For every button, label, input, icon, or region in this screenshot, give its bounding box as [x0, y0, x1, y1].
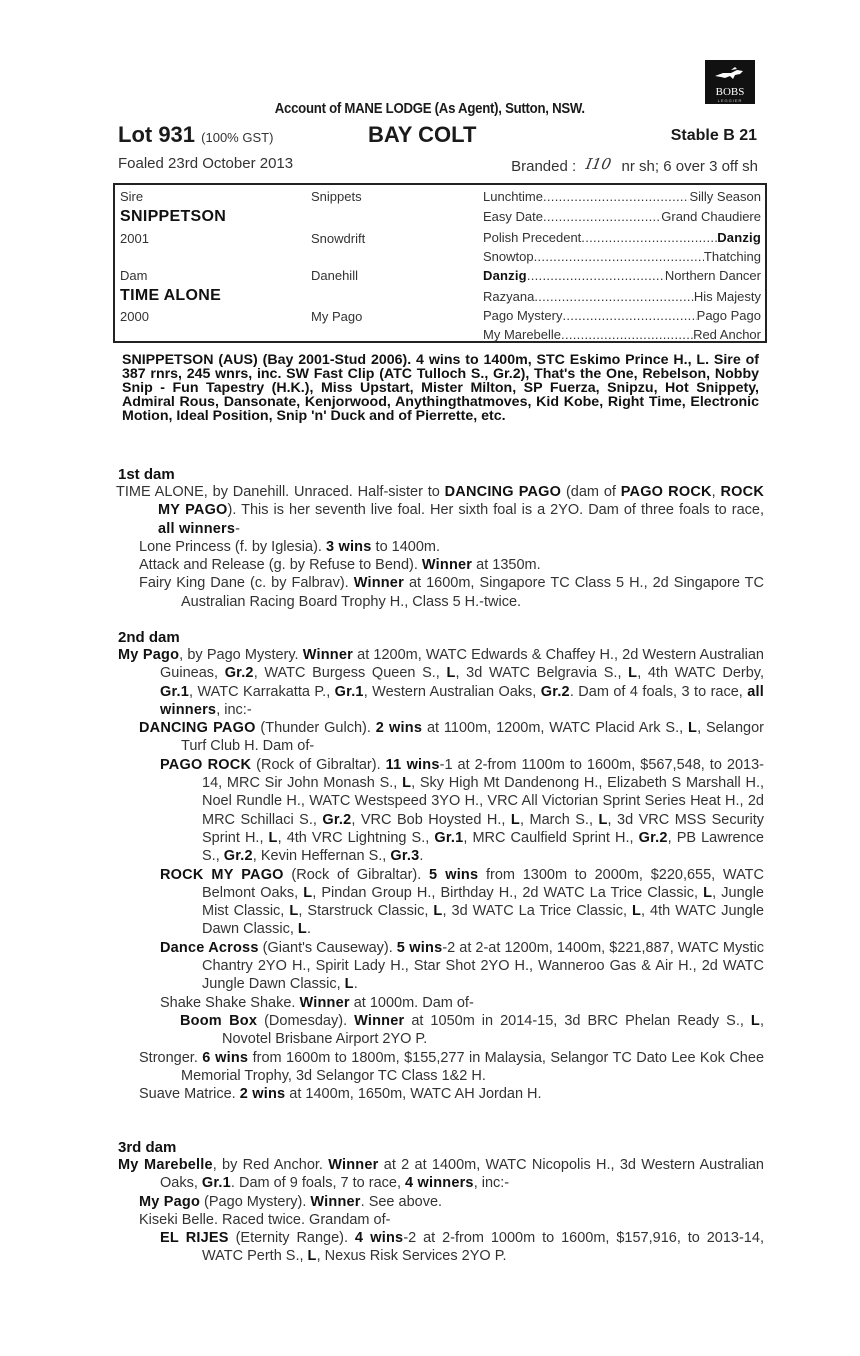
- dam-label: Dam: [120, 268, 148, 283]
- sire-name: SNIPPETSON: [120, 208, 227, 225]
- logo-brand: BOBS: [715, 86, 745, 98]
- third-dam-intro: My Marebelle, by Red Anchor. Winner at 2 at 1400m, WATC Nicopolis H., 3d Western Australian Oaks, Gr.1. Dam of 9 foals, 7 to race, 4 winners, inc:-: [118, 1157, 764, 1192]
- lot-label: Lot 931: [118, 122, 196, 147]
- gen3-row: Lunchtime ..... Silly Season: [483, 189, 761, 204]
- sire-label: Sire: [120, 189, 144, 204]
- sire-year: 2001: [120, 231, 149, 246]
- gen3-row: Easy Date ..... Grand Chaudiere: [483, 209, 761, 224]
- vendor-account: Account of MANE LODGE (As Agent), Sutton, NSW.: [274, 100, 585, 117]
- gen3-row: Pago Mystery ..... Pago Pago: [483, 308, 761, 323]
- logo-subtext: LEGGIER: [717, 98, 743, 103]
- horse-sex-colour: BAY COLT: [368, 122, 477, 147]
- dam-name: TIME ALONE: [120, 287, 222, 304]
- gen3-row: My Marebelle ..... Red Anchor: [483, 327, 761, 342]
- third-dam-section: [118, 1140, 764, 1266]
- sire-summary: SNIPPETSON (AUS) (Bay 2001-Stud 2006). 4 wins to 1400m, STC Eskimo Prince H., L. Sire of 387 rnrs, 245 wnrs, inc. SW Fast Clip (ATC Tulloch S., Gr.2), That's the One, Rebelson, Nobby Snip - Fun Tapestry (H.K.), Miss Upstart, Mister Milton, SP Fuerza, Snipzu, Hot Snippety, Admiral Rous, Dansonate, Kenjorwood, Anythingthatmoves, Kid Kobe, Right Time, Electronic Motion, Ideal Position, Snip 'n' Duck and of Pierrette, etc.: [122, 352, 759, 424]
- first-dam-heading: 1st dam: [118, 466, 175, 483]
- brand-mark-icon: I10: [584, 155, 613, 173]
- dam-dam: My Pago: [311, 309, 363, 324]
- dam-year: 2000: [120, 309, 149, 324]
- progeny-entry: My Pago (Pago Mystery). Winner. See above.: [139, 1193, 443, 1210]
- progeny-entry: Kiseki Belle. Raced twice. Grandam of-: [139, 1211, 391, 1228]
- foaled-date: Foaled 23rd October 2013: [118, 155, 294, 172]
- branded-label: Branded :: [511, 158, 577, 175]
- bobs-logo: [705, 60, 755, 104]
- second-dam-heading: 2nd dam: [118, 629, 180, 646]
- pedigree-table: [113, 183, 767, 343]
- gen3-row: Razyana ..... His Majesty: [483, 289, 761, 304]
- sire-sire: Snippets: [311, 189, 362, 204]
- progeny-entry: EL RIJES (Eternity Range). 4 wins-2 at 2-from 1000m to 1600m, $157,916, to 2013-14, WATC Perth S., L, Nexus Risk Services 2YO P.: [160, 1230, 764, 1265]
- progeny-entry: Stronger. 6 wins from 1600m to 1800m, $155,277 in Malaysia, Selangor TC Dato Lee Kok Chee Memorial Trophy, 3d Selangor TC Class 1&2 H.: [139, 1049, 765, 1084]
- progeny-entry: Fairy King Dane (c. by Falbrav). Winner at 1600m, Singapore TC Class 5 H., 2d Singapore TC Australian Racing Board Trophy H., Class 5 H.-twice.: [139, 575, 764, 610]
- gen3-row: Snowtop ..... Thatching: [483, 249, 761, 264]
- first-dam-section: [118, 467, 764, 611]
- progeny-entry: Shake Shake Shake. Winner at 1000m. Dam of-: [160, 994, 474, 1011]
- brand-description: nr sh; 6 over 3 off sh: [621, 158, 758, 175]
- brand-info: [511, 155, 758, 175]
- third-dam-heading: 3rd dam: [118, 1139, 177, 1156]
- gen3-row: Polish Precedent ..... Danzig: [483, 230, 761, 245]
- jockey-horse-icon: [713, 66, 747, 82]
- lot-number: [118, 122, 273, 148]
- progeny-entry: Suave Matrice. 2 wins at 1400m, 1650m, WATC AH Jordan H.: [139, 1086, 542, 1103]
- second-dam-intro: My Pago, by Pago Mystery. Winner at 1200m, WATC Edwards & Chaffey H., 2d Western Australian Guineas, Gr.2, WATC Burgess Queen S., L, 3d WATC Belgravia S., L, 4th WATC Derby, Gr.1, WATC Karrakatta P., Gr.1, Western Australian Oaks, Gr.2. Dam of 4 foals, 3 to race, all winners, inc:-: [118, 647, 765, 718]
- progeny-entry: PAGO ROCK (Rock of Gibraltar). 11 wins-1 at 2-from 1100m to 1600m, $567,548, to 2013-14, MRC Sir John Monash S., L, Sky High Mt Dandenong H., Elizabeth S Marshall H., Noel Rundle H., WATC Westspeed 3YO H., VRC All Victorian Sprint Series Heat H., 2d MRC Schillaci S., Gr.2, VRC Bob Hoysted H., L, March S., L, 3d VRC MSS Security Sprint H., L, 4th VRC Lightning S., Gr.1, MRC Caulfield Sprint H., Gr.2, PB Lawrence S., Gr.2, Kevin Heffernan S., Gr.3.: [160, 756, 765, 865]
- first-dam-intro: TIME ALONE, by Danehill. Unraced. Half-sister to DANCING PAGO (dam of PAGO ROCK, ROCK MY PAGO). This is her seventh live foal. Her sixth foal is a 2YO. Dam of three foals to race, all winners-: [116, 484, 765, 537]
- sire-dam: Snowdrift: [311, 231, 366, 246]
- progeny-entry: Dance Across (Giant's Causeway). 5 wins-2 at 2-at 1200m, 1400m, $221,887, WATC Mystic Chantry 2YO H., Spirit Lady H., Star Shot 2YO H., Wanneroo Gas & Air H., 2d WATC Jungle Dawn Classic, L.: [160, 939, 764, 993]
- stable-location: Stable B 21: [670, 127, 757, 144]
- progeny-entry: Attack and Release (g. by Refuse to Bend). Winner at 1350m.: [139, 557, 541, 574]
- progeny-entry: ROCK MY PAGO (Rock of Gibraltar). 5 wins from 1300m to 2000m, $220,655, WATC Belmont Oaks, L, Pindan Group H., Birthday H., 2d WATC La Trice Classic, L, Jungle Mist Classic, L, Starstruck Classic, L, 3d WATC La Trice Classic, L, 4th WATC Jungle Dawn Classic, L.: [160, 866, 765, 938]
- gen3-row: Danzig ..... Northern Dancer: [483, 268, 761, 283]
- progeny-entry: DANCING PAGO (Thunder Gulch). 2 wins at 1100m, 1200m, WATC Placid Ark S., L, Selangor Turf Club H. Dam of-: [139, 720, 764, 755]
- dam-sire: Danehill: [311, 268, 358, 283]
- second-dam-section: [118, 630, 764, 1103]
- progeny-entry: Lone Princess (f. by Iglesia). 3 wins to 1400m.: [139, 538, 441, 555]
- gst-note: (100% GST): [201, 130, 274, 145]
- progeny-entry: Boom Box (Domesday). Winner at 1050m in 2014-15, 3d BRC Phelan Ready S., L, Novotel Brisbane Airport 2YO P.: [180, 1012, 764, 1048]
